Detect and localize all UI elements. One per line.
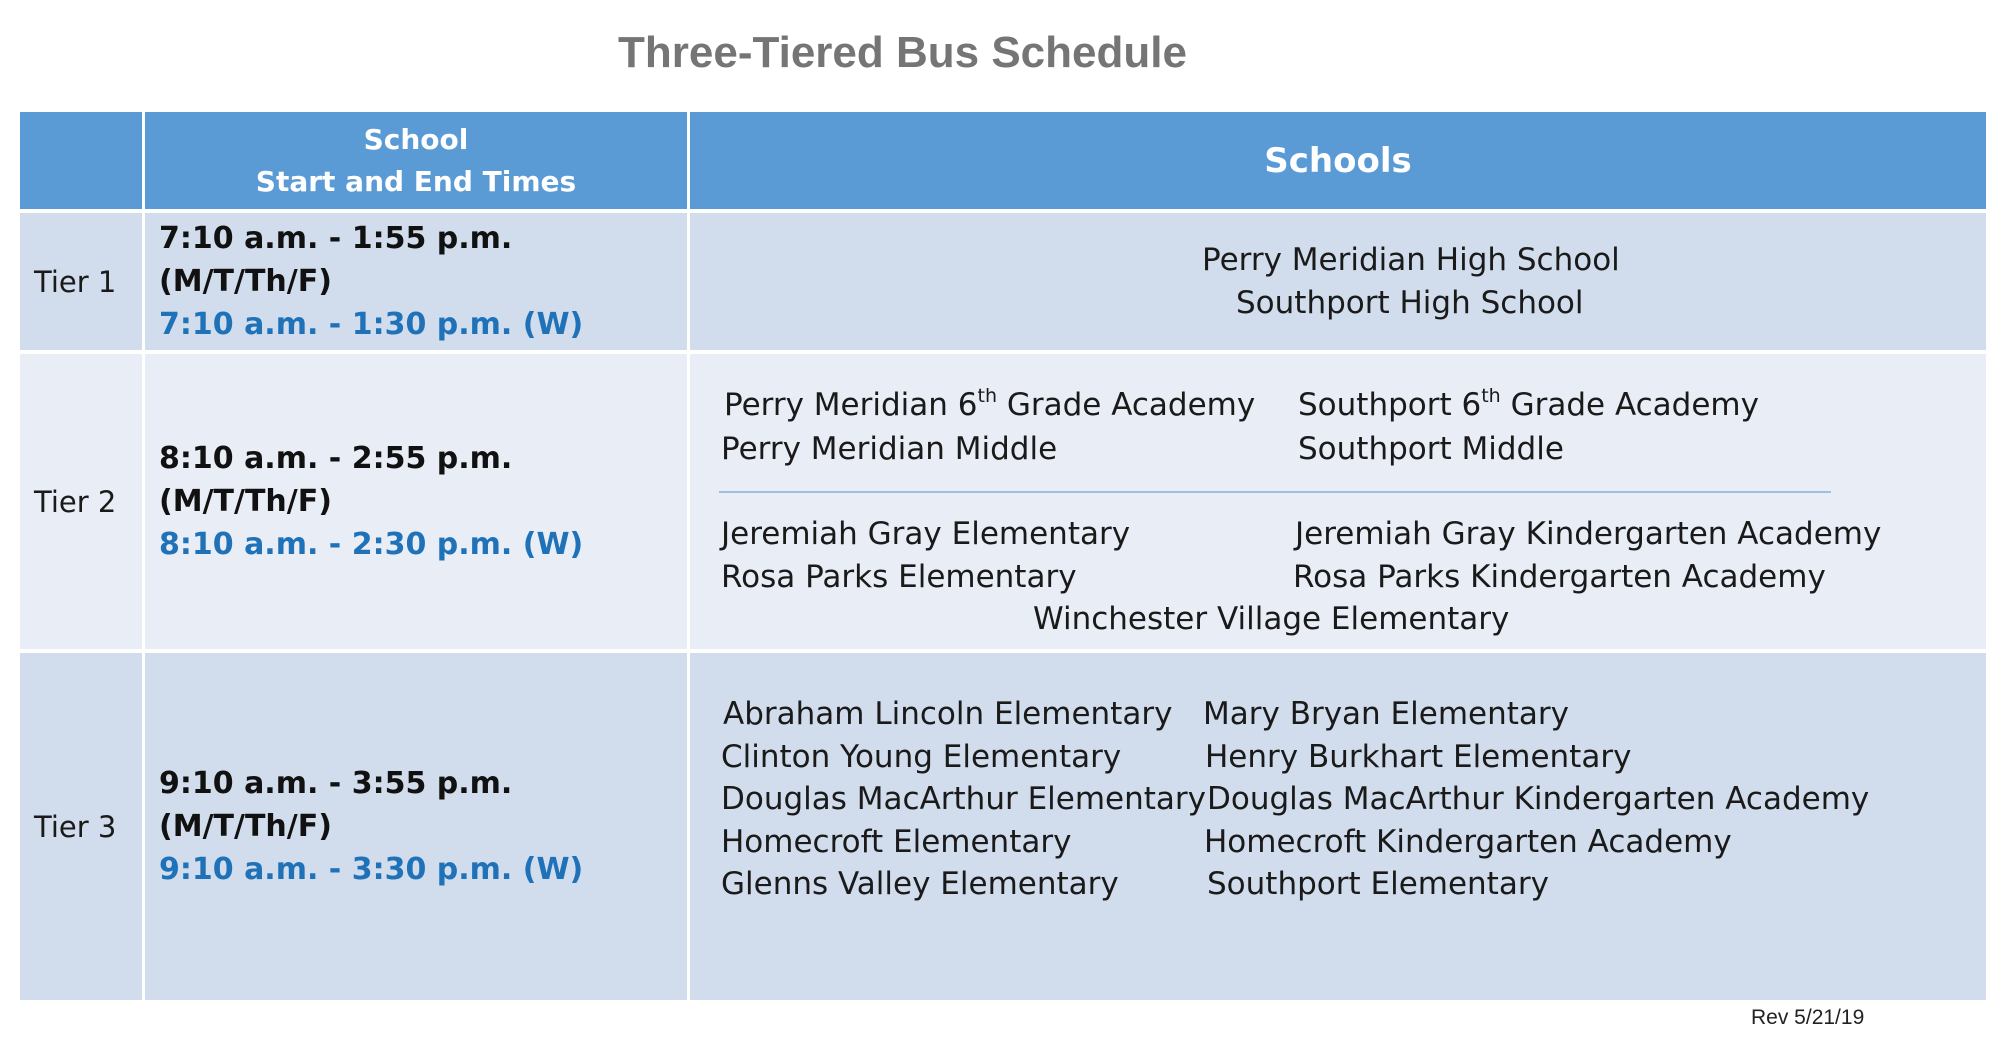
school-item: Henry Burkhart Elementary xyxy=(1205,739,1632,775)
school-item: Douglas MacArthur Kindergarten Academy xyxy=(1207,781,1870,817)
tier2-time-wed: 8:10 a.m. - 2:30 p.m. (W) xyxy=(159,527,584,562)
header-times-line2: Start and End Times xyxy=(255,164,577,198)
school-item: Southport Elementary xyxy=(1207,866,1549,902)
school-item: Southport Middle xyxy=(1298,431,1564,467)
tier2-label: Tier 2 xyxy=(20,354,142,649)
school-item: Southport 6th Grade Academy xyxy=(1298,385,1759,423)
tier3-times xyxy=(145,653,687,1000)
tier3-time-wed: 9:10 a.m. - 3:30 p.m. (W) xyxy=(159,852,584,887)
tier3-time-mtthf: 9:10 a.m. - 3:55 p.m. (M/T/Th/F) xyxy=(159,766,513,844)
schedule-table xyxy=(20,112,1986,996)
header-blank-cell xyxy=(20,112,142,209)
school-item: Homecroft Kindergarten Academy xyxy=(1204,824,1732,860)
school-item: Jeremiah Gray Elementary xyxy=(721,516,1131,552)
school-item: Rosa Parks Elementary xyxy=(721,559,1077,595)
header-times-line1: School xyxy=(363,122,469,156)
tier2-time-mtthf: 8:10 a.m. - 2:55 p.m. (M/T/Th/F) xyxy=(159,441,513,519)
school-item: Homecroft Elementary xyxy=(721,824,1072,860)
tier2-times xyxy=(145,354,687,649)
school-item: Douglas MacArthur Elementary xyxy=(721,781,1206,817)
school-item: Perry Meridian Middle xyxy=(721,431,1058,467)
school-item: Jeremiah Gray Kindergarten Academy xyxy=(1295,516,1882,552)
school-item: Mary Bryan Elementary xyxy=(1203,696,1569,732)
revision-date: Rev 5/21/19 xyxy=(1751,1006,1865,1029)
school-item: Abraham Lincoln Elementary xyxy=(723,696,1173,732)
tier2-divider xyxy=(719,491,1831,493)
header-schools: Schools xyxy=(690,112,1986,209)
tier3-label: Tier 3 xyxy=(20,653,142,1000)
tier1-schools xyxy=(690,213,1986,350)
tier1-time-mtthf: 7:10 a.m. - 1:55 p.m. (M/T/Th/F) xyxy=(159,221,513,299)
tier1-label: Tier 1 xyxy=(20,213,142,350)
page-title: Three-Tiered Bus Schedule xyxy=(618,28,1187,77)
tier2-schools xyxy=(690,354,1986,649)
school-item: Southport High School xyxy=(1236,285,1584,321)
tier3-schools xyxy=(690,653,1986,1000)
school-item: Perry Meridian High School xyxy=(1202,242,1620,278)
school-item: Winchester Village Elementary xyxy=(1033,601,1510,637)
tier1-time-wed: 7:10 a.m. - 1:30 p.m. (W) xyxy=(159,307,584,342)
school-item: Clinton Young Elementary xyxy=(721,739,1122,775)
school-item: Perry Meridian 6th Grade Academy xyxy=(724,385,1256,423)
header-times xyxy=(145,112,687,209)
tier1-times xyxy=(145,213,687,350)
school-item: Rosa Parks Kindergarten Academy xyxy=(1293,559,1826,595)
school-item: Glenns Valley Elementary xyxy=(721,866,1119,902)
